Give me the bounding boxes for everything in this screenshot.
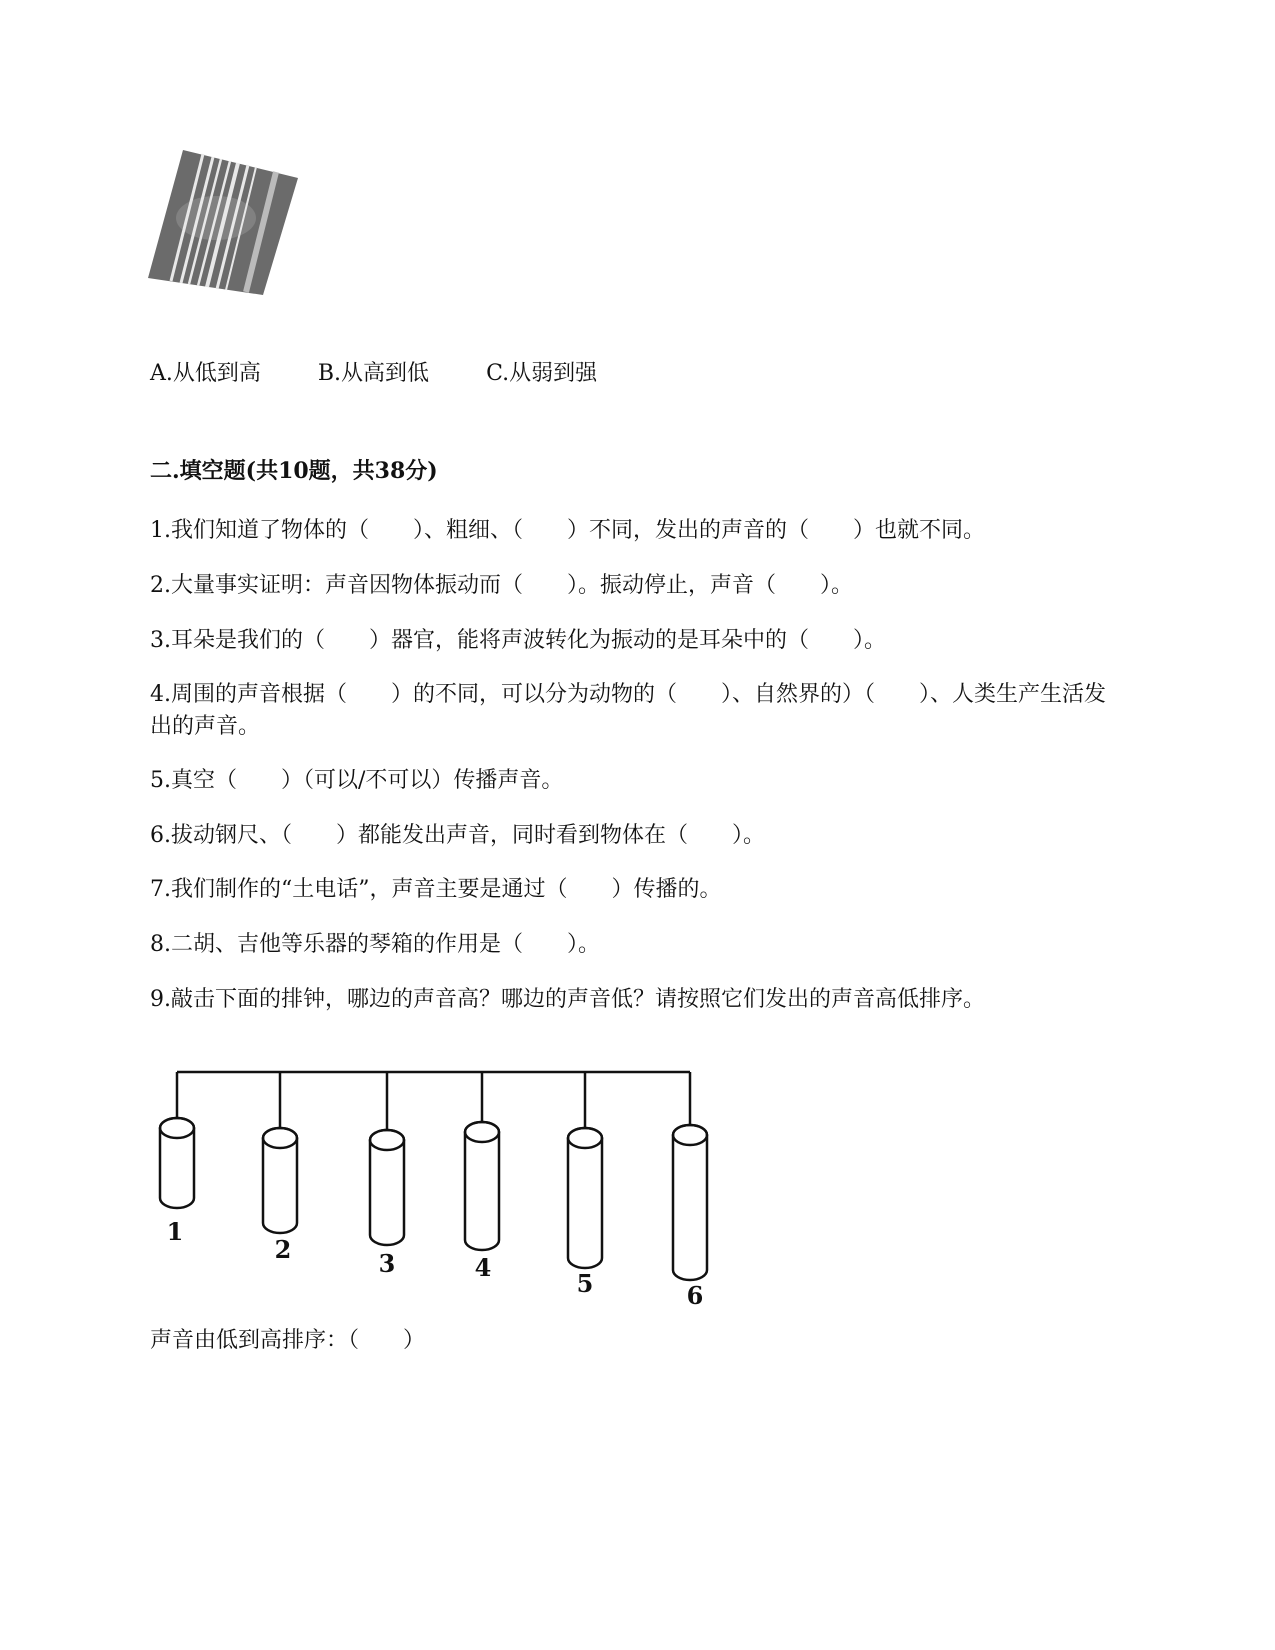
answer-line: 声音由低到高排序：（ ） [150,1328,426,1353]
question-8: 8.二胡、吉他等乐器的琴箱的作用是（ ）。 [150,932,600,957]
question-3: 3.耳朵是我们的（ ）器官，能将声波转化为振动的是耳朵中的（ ）。 [150,628,886,653]
bell-6 [673,1125,707,1280]
option-c[interactable]: C.从弱到强 [486,361,598,386]
bell-label-4: 4 [474,1253,492,1282]
question-7: 7.我们制作的“土电话”，声音主要是通过（ ）传播的。 [150,877,722,902]
question-9: 9.敲击下面的排钟，哪边的声音高？哪边的声音低？请按照它们发出的声音高低排序。 [150,987,985,1012]
section-heading: 二.填空题(共10题，共38分) [150,458,438,484]
bell-label-6: 6 [686,1281,704,1310]
option-a[interactable]: A.从低到高 [150,361,261,386]
bell-label-2: 2 [274,1235,292,1264]
question-2: 2.大量事实证明：声音因物体振动而（ ）。振动停止，声音（ ）。 [150,573,853,598]
option-b[interactable]: B.从高到低 [317,361,430,386]
question-5: 5.真空（ ）（可以/不可以）传播声音。 [150,768,564,793]
bell-label-1: 1 [166,1217,184,1246]
question-1: 1.我们知道了物体的（ ）、粗细、（ ）不同，发出的声音的（ ）也就不同。 [150,518,985,543]
bell-label-5: 5 [576,1269,594,1298]
answer-options [150,358,647,390]
question-6: 6.拔动钢尺、（ ）都能发出声音，同时看到物体在（ ）。 [150,823,765,848]
guitar-strings-image [148,150,303,295]
bell-label-3: 3 [378,1249,396,1278]
question-4: 4.周围的声音根据（ ）的不同，可以分为动物的（ ）、自然界的）（ ）、人类生产生活发出的声音。 [150,682,1106,739]
bell-1 [160,1118,194,1208]
tubular-bells-diagram [155,1070,755,1320]
